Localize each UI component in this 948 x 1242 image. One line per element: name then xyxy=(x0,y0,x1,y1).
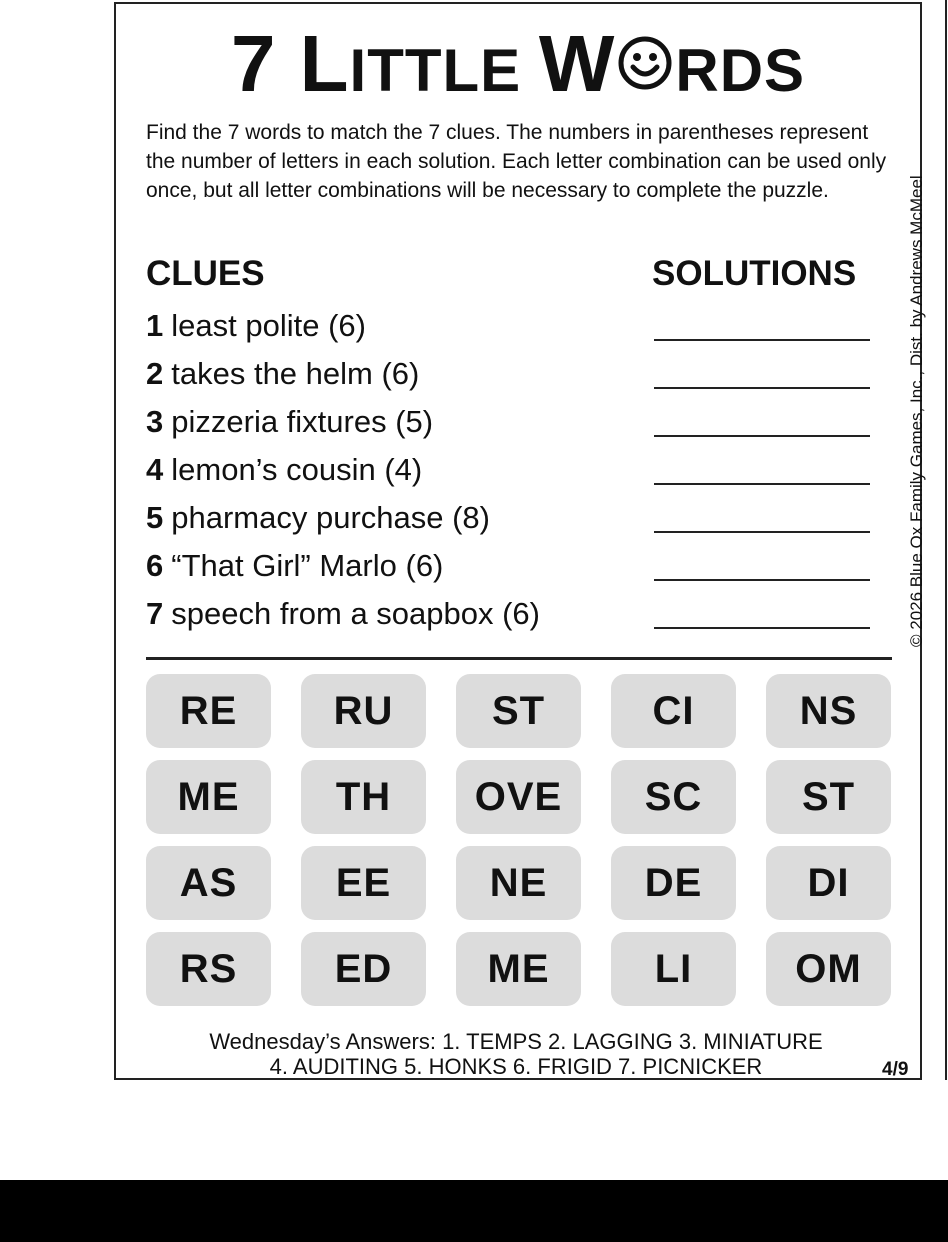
letter-tile[interactable]: CI xyxy=(611,674,736,748)
solution-blank-3[interactable] xyxy=(654,435,870,437)
letter-tile[interactable]: EE xyxy=(301,846,426,920)
smiley-face-icon xyxy=(617,35,673,91)
solutions-heading: SOLUTIONS xyxy=(652,254,857,293)
letter-tile[interactable]: ME xyxy=(456,932,581,1006)
letter-tile[interactable]: NE xyxy=(456,846,581,920)
letter-tile[interactable]: DE xyxy=(611,846,736,920)
letter-tile[interactable]: RU xyxy=(301,674,426,748)
bottom-band xyxy=(0,1180,948,1242)
letter-tile[interactable]: ST xyxy=(766,760,891,834)
clue-1: 1 least polite (6) xyxy=(146,308,366,343)
solution-blank-1[interactable] xyxy=(654,339,870,341)
previous-answers: Wednesday’s Answers: 1. TEMPS 2. LAGGING 3. MINIATURE 4. AUDITING 5. HONKS 6. FRIGID 7. PICNICKER xyxy=(209,1029,823,1079)
divider xyxy=(146,657,892,660)
letter-tile[interactable]: AS xyxy=(146,846,271,920)
letter-tile[interactable]: NS xyxy=(766,674,891,748)
solution-blank-4[interactable] xyxy=(654,483,870,485)
solution-blank-2[interactable] xyxy=(654,387,870,389)
clue-5: 5 pharmacy purchase (8) xyxy=(146,500,490,535)
solution-blank-5[interactable] xyxy=(654,531,870,533)
puzzle-panel xyxy=(114,2,922,1080)
letter-tile[interactable]: OVE xyxy=(456,760,581,834)
letter-tile[interactable]: SC xyxy=(611,760,736,834)
letter-tile[interactable]: ME xyxy=(146,760,271,834)
page-edge-rule xyxy=(945,0,947,1080)
puzzle-date: 4/9 xyxy=(882,1059,909,1080)
clue-4: 4 lemon’s cousin (4) xyxy=(146,452,423,487)
letter-tile[interactable]: RE xyxy=(146,674,271,748)
clue-6: 6 “That Girl” Marlo (6) xyxy=(146,548,444,583)
clue-7: 7 speech from a soapbox (6) xyxy=(146,596,540,631)
puzzle-title: 7 LITTLE W RDS xyxy=(230,19,806,108)
letter-tile[interactable]: DI xyxy=(766,846,891,920)
solution-blank-6[interactable] xyxy=(654,579,870,581)
letter-tile[interactable]: LI xyxy=(611,932,736,1006)
solution-blank-7[interactable] xyxy=(654,627,870,629)
instructions: Find the 7 words to match the 7 clues. The numbers in parentheses represent the number of letters in each solution. Each letter combination can be used only once, but all letter combinations will be necessary to complete the puzzle. xyxy=(146,121,887,202)
clue-2: 2 takes the helm (6) xyxy=(146,356,420,391)
clues-heading: CLUES xyxy=(146,254,265,293)
letter-tile[interactable]: OM xyxy=(766,932,891,1006)
copyright-notice: © 2026 Blue Ox Family Games, Inc., Dist. by Andrews McMeel xyxy=(907,175,926,647)
letter-tile[interactable]: TH xyxy=(301,760,426,834)
clue-3: 3 pizzeria fixtures (5) xyxy=(146,404,434,439)
letter-tile[interactable]: ST xyxy=(456,674,581,748)
letter-tile[interactable]: ED xyxy=(301,932,426,1006)
letter-tile[interactable]: RS xyxy=(146,932,271,1006)
